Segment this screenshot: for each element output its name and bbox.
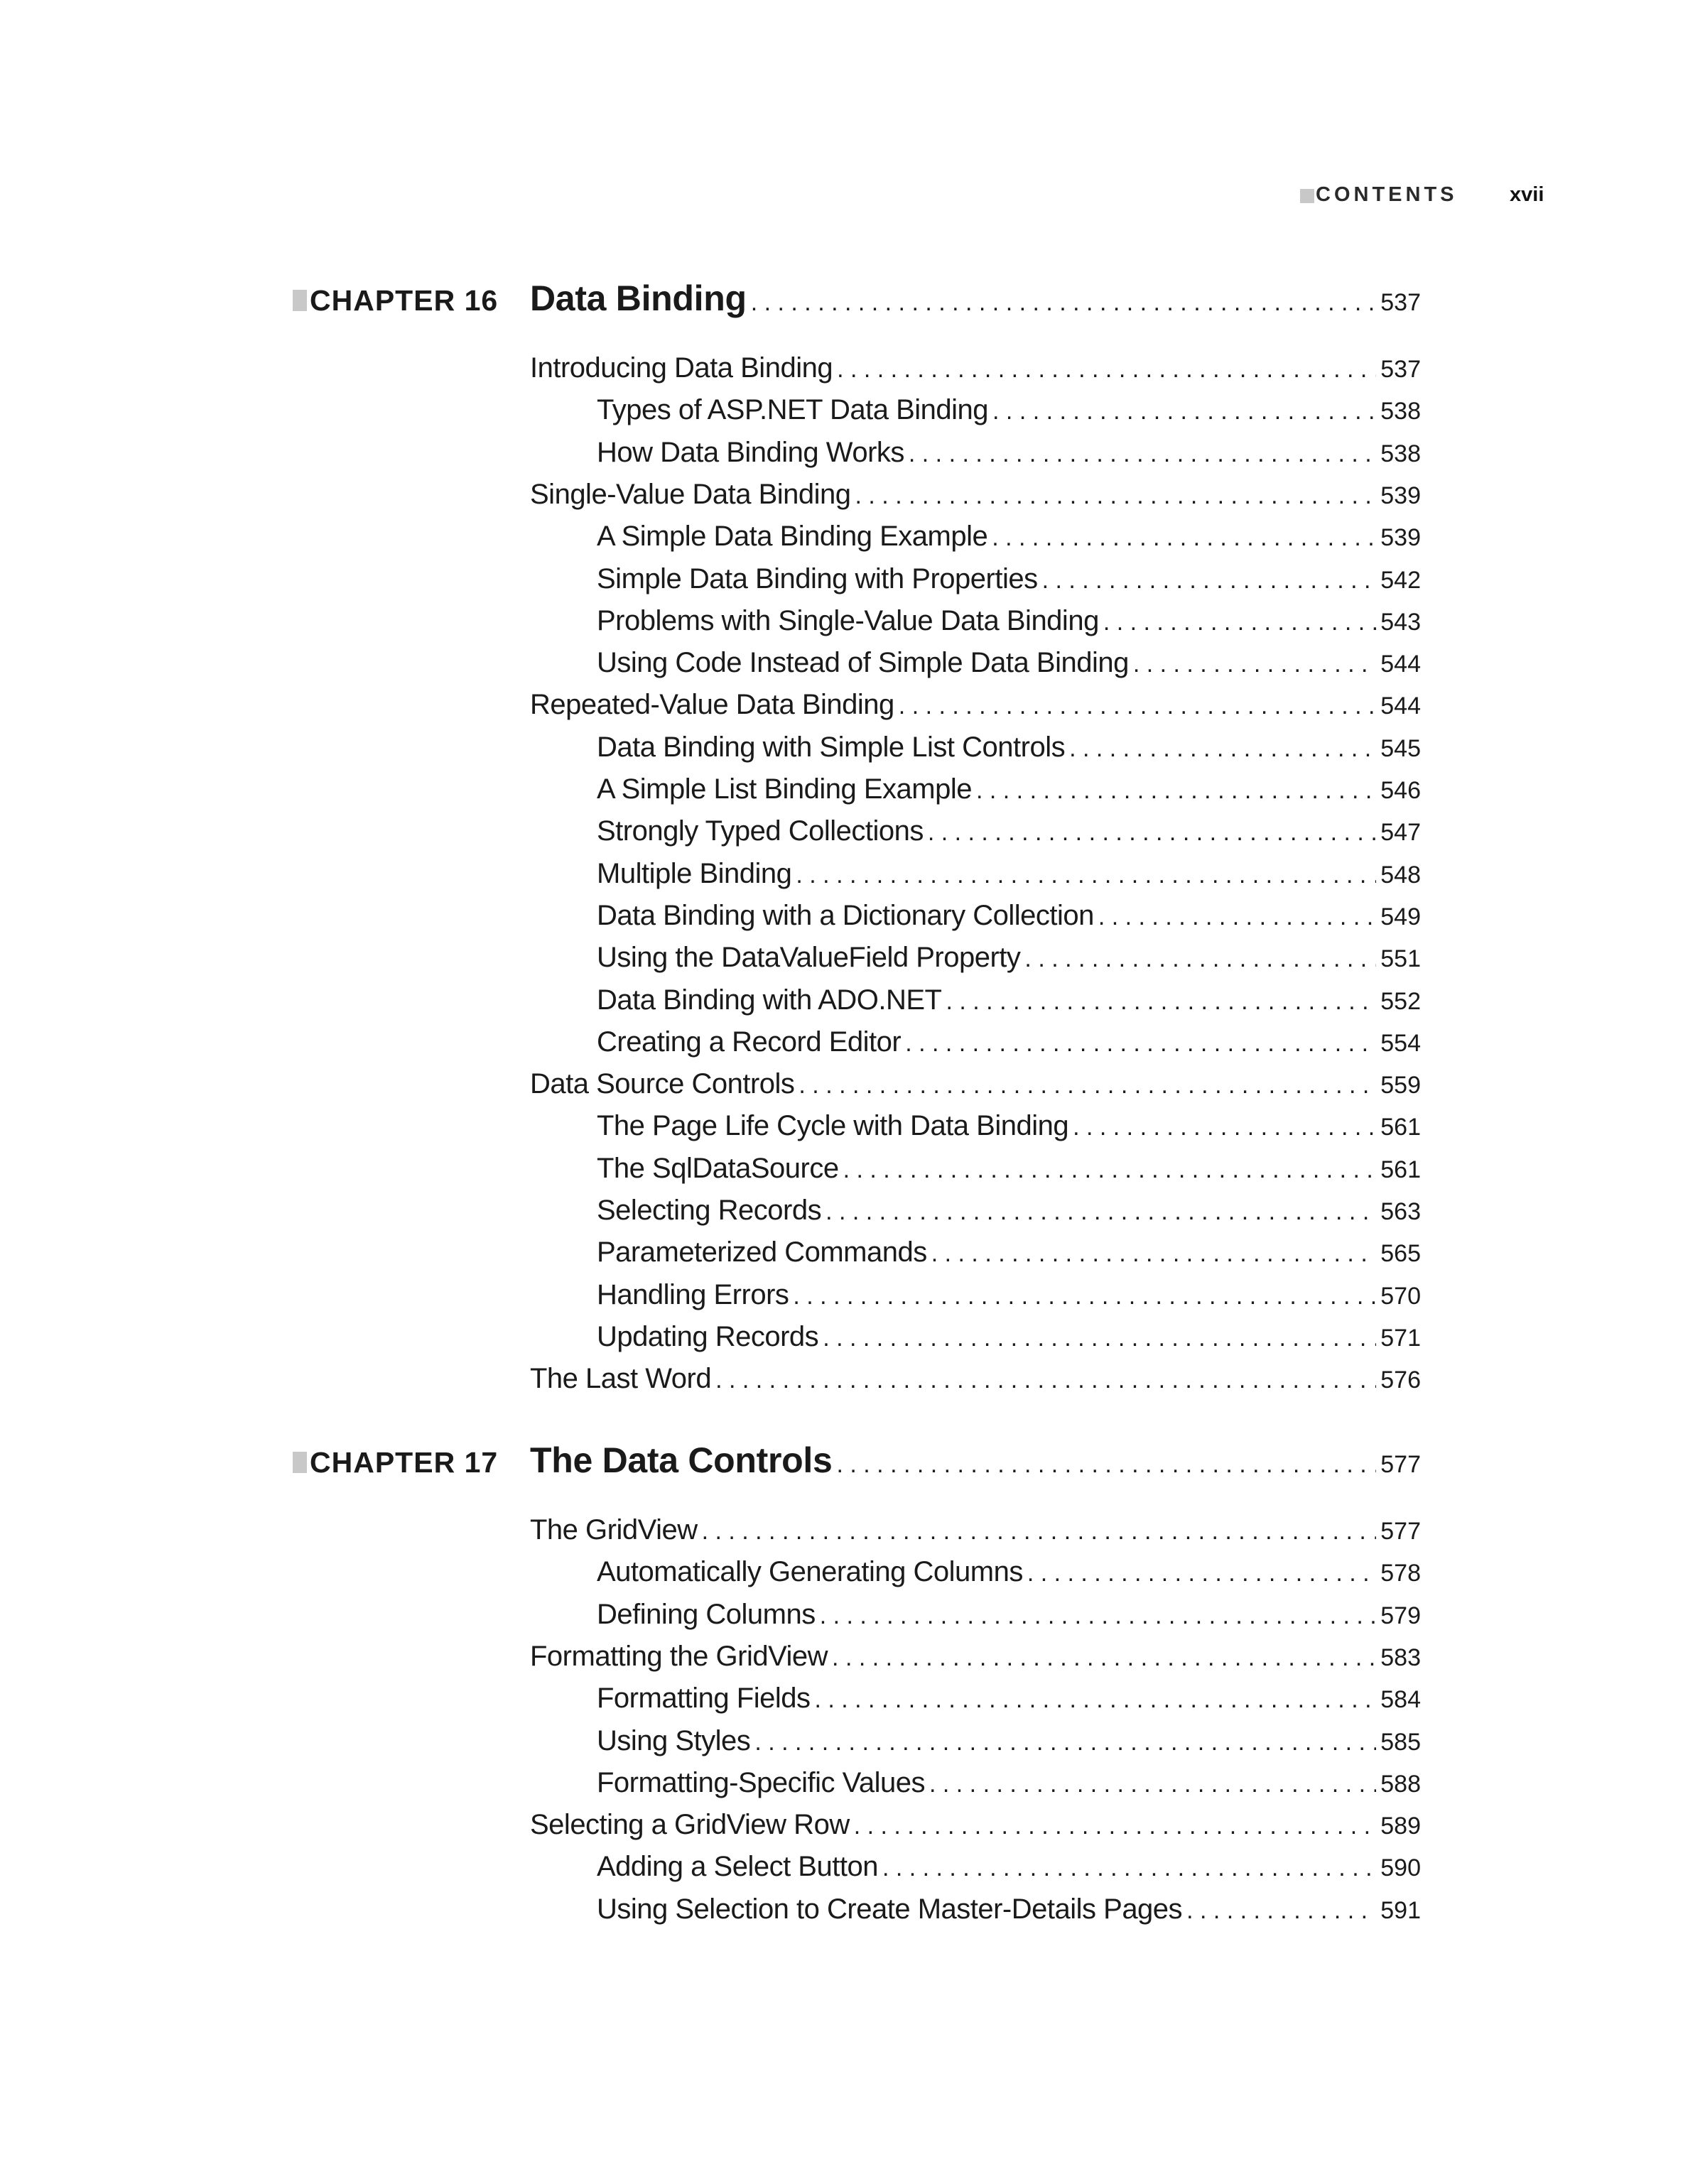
toc-subsection-entry[interactable] [597, 814, 1421, 848]
toc-entry-title: Automatically Generating Columns [597, 1556, 1023, 1587]
toc-entry-page-number: 561 [1380, 1156, 1421, 1183]
toc-entry-page-number: 544 [1380, 651, 1421, 678]
toc-subsection-entry[interactable] [597, 898, 1421, 933]
chapter-marker [293, 1452, 307, 1473]
toc-entry-title: The GridView [530, 1514, 698, 1545]
dot-leader [832, 1641, 1376, 1675]
dot-leader [854, 1809, 1377, 1843]
toc-entry-page-number: 583 [1380, 1644, 1421, 1671]
toc-entry-title: Using Code Instead of Simple Data Binding [597, 647, 1129, 678]
toc-subsection-entry[interactable] [597, 1109, 1421, 1143]
toc-section-entry[interactable] [530, 1639, 1421, 1673]
chapter-title-row[interactable] [530, 1439, 1421, 1482]
toc-subsection-entry[interactable] [597, 435, 1421, 469]
toc-subsection-entry[interactable] [597, 1151, 1421, 1185]
toc-entry-title: Repeated-Value Data Binding [530, 689, 894, 720]
toc-entry-title: Adding a Select Button [597, 1851, 878, 1882]
toc-entry-title: Updating Records [597, 1321, 819, 1352]
dot-leader [976, 773, 1376, 808]
dot-leader [992, 521, 1376, 555]
toc-entry-page-number: 549 [1380, 903, 1421, 930]
toc-entry-title: Formatting-Specific Values [597, 1767, 925, 1798]
toc-entry-title: Using the DataValueField Property [597, 942, 1021, 973]
toc-entry-page-number: 546 [1380, 777, 1421, 804]
toc-subsection-entry[interactable] [597, 1724, 1421, 1758]
running-head-page-number: xvii [1510, 183, 1544, 206]
dot-leader [799, 1068, 1376, 1102]
dot-leader [1024, 942, 1376, 976]
chapter-title: Data Binding [530, 278, 747, 318]
toc-subsection-entry[interactable] [597, 646, 1421, 680]
dot-leader [909, 437, 1376, 471]
toc-entry-title: Formatting Fields [597, 1683, 811, 1714]
toc-subsection-entry[interactable] [597, 772, 1421, 806]
dot-leader [837, 1443, 1377, 1486]
toc-entry-page-number: 538 [1380, 440, 1421, 467]
toc-entry-page-number: 577 [1380, 1518, 1421, 1545]
toc-entry-title: How Data Binding Works [597, 437, 904, 468]
dot-leader [1042, 563, 1377, 597]
dot-leader [1069, 732, 1376, 766]
dot-leader [823, 1321, 1376, 1355]
toc-subsection-entry[interactable] [597, 730, 1421, 764]
dot-leader [715, 1363, 1376, 1397]
dot-leader [820, 1599, 1377, 1633]
toc-subsection-entry[interactable] [597, 1849, 1421, 1884]
toc-section-entry[interactable] [530, 1513, 1421, 1547]
dot-leader [946, 984, 1377, 1018]
toc-entry-title: The Last Word [530, 1363, 712, 1394]
dot-leader [899, 689, 1376, 723]
toc-subsection-entry[interactable] [597, 1278, 1421, 1312]
toc-entry-title: Types of ASP.NET Data Binding [597, 394, 989, 425]
toc-entry-page-number: 539 [1380, 482, 1421, 509]
toc-entry-title: Using Styles [597, 1725, 751, 1756]
dot-leader [931, 1237, 1377, 1271]
toc-entry-title: Handling Errors [597, 1279, 789, 1310]
toc-subsection-entry[interactable] [597, 604, 1421, 638]
toc-entry-page-number: 538 [1380, 398, 1421, 425]
dot-leader [702, 1514, 1377, 1548]
toc-subsection-entry[interactable] [597, 983, 1421, 1017]
toc-entry-page-number: 537 [1380, 356, 1421, 383]
toc-entry-page-number: 571 [1380, 1325, 1421, 1352]
chapter-title: The Data Controls [530, 1440, 833, 1480]
dot-leader [928, 815, 1376, 849]
toc-entry-page-number: 578 [1380, 1560, 1421, 1587]
toc-entry-page-number: 547 [1380, 819, 1421, 846]
toc-subsection-entry[interactable] [597, 1597, 1421, 1631]
toc-entry-page-number: 584 [1380, 1686, 1421, 1713]
dot-leader [882, 1851, 1376, 1885]
running-head-marker [1300, 189, 1314, 203]
toc-entry-title: Data Binding with ADO.NET [597, 984, 942, 1016]
dot-leader [1073, 1110, 1376, 1144]
toc-entry-page-number: 542 [1380, 567, 1421, 594]
dot-leader [754, 1725, 1376, 1759]
toc-subsection-entry[interactable] [597, 1766, 1421, 1800]
dot-leader [751, 281, 1377, 324]
toc-entry-page-number: 554 [1380, 1030, 1421, 1057]
toc-section-entry[interactable] [530, 1067, 1421, 1101]
toc-subsection-entry[interactable] [597, 1555, 1421, 1589]
toc-entry-page-number: 570 [1380, 1283, 1421, 1310]
toc-entry-page-number: 548 [1380, 862, 1421, 889]
dot-leader [1098, 900, 1376, 934]
toc-entry-page-number: 590 [1380, 1854, 1421, 1881]
toc-entry-title: Problems with Single-Value Data Binding [597, 605, 1099, 636]
toc-subsection-entry[interactable] [597, 1025, 1421, 1059]
toc-entry-title: Using Selection to Create Master-Details Pages [597, 1894, 1183, 1925]
toc-entry-title: Creating a Record Editor [597, 1026, 902, 1058]
chapter-page-number: 537 [1380, 289, 1421, 316]
toc-entry-page-number: 563 [1380, 1198, 1421, 1225]
chapter-label: CHAPTER 17 [310, 1446, 499, 1479]
dot-leader [1133, 647, 1376, 681]
toc-subsection-entry[interactable] [597, 562, 1421, 596]
toc-entry-title: Multiple Binding [597, 858, 792, 889]
toc-entry-title: Defining Columns [597, 1599, 816, 1630]
toc-subsection-entry[interactable] [597, 1320, 1421, 1354]
toc-entry-title: Single-Value Data Binding [530, 479, 851, 510]
toc-entry-page-number: 552 [1380, 988, 1421, 1015]
toc-subsection-entry[interactable] [597, 519, 1421, 553]
toc-entry-page-number: 539 [1380, 524, 1421, 551]
toc-entry-page-number: 544 [1380, 692, 1421, 719]
toc-entry-page-number: 585 [1380, 1729, 1421, 1756]
toc-subsection-entry[interactable] [597, 393, 1421, 427]
dot-leader [826, 1195, 1376, 1229]
toc-section-entry[interactable] [530, 477, 1421, 511]
toc-entry-page-number: 591 [1380, 1897, 1421, 1924]
chapter-marker [293, 290, 307, 311]
toc-entry-title: Data Binding with a Dictionary Collection [597, 900, 1094, 931]
toc-subsection-entry[interactable] [597, 1892, 1421, 1926]
chapter-label: CHAPTER 16 [310, 284, 499, 317]
toc-entry-page-number: 545 [1380, 735, 1421, 762]
toc-entry-title: Introducing Data Binding [530, 352, 833, 384]
chapter-page-number: 577 [1380, 1451, 1421, 1478]
toc-section-entry[interactable] [530, 1362, 1421, 1396]
toc-entry-title: The SqlDataSource [597, 1153, 839, 1184]
toc-entry-page-number: 589 [1380, 1813, 1421, 1840]
toc-entry-page-number: 561 [1380, 1114, 1421, 1141]
toc-entry-title: Selecting a GridView Row [530, 1809, 850, 1840]
toc-entry-title: A Simple Data Binding Example [597, 521, 988, 552]
dot-leader [793, 1279, 1376, 1313]
toc-section-entry[interactable] [530, 1808, 1421, 1842]
dot-leader [1027, 1556, 1376, 1590]
dot-leader [814, 1683, 1376, 1717]
dot-leader [992, 394, 1376, 428]
toc-section-entry[interactable] [530, 351, 1421, 385]
toc-entry-page-number: 559 [1380, 1072, 1421, 1099]
toc-entry-title: Data Source Controls [530, 1068, 795, 1099]
toc-subsection-entry[interactable] [597, 857, 1421, 891]
running-head [1279, 183, 1563, 212]
dot-leader [855, 479, 1377, 513]
toc-entry-title: Simple Data Binding with Properties [597, 563, 1038, 594]
toc-entry-page-number: 588 [1380, 1771, 1421, 1798]
toc-subsection-entry[interactable] [597, 940, 1421, 974]
toc-entry-title: Formatting the GridView [530, 1641, 828, 1672]
toc-entry-title: The Page Life Cycle with Data Binding [597, 1110, 1069, 1141]
dot-leader [1103, 605, 1376, 639]
toc-section-entry[interactable] [530, 688, 1421, 722]
dot-leader [1186, 1894, 1376, 1928]
toc-entry-page-number: 551 [1380, 945, 1421, 972]
toc-entry-title: Selecting Records [597, 1195, 822, 1226]
toc-entry-page-number: 543 [1380, 609, 1421, 636]
toc-entry-page-number: 579 [1380, 1602, 1421, 1629]
toc-subsection-entry[interactable] [597, 1681, 1421, 1715]
dot-leader [796, 858, 1376, 892]
chapter-title-row[interactable] [530, 277, 1421, 320]
toc-entry-page-number: 576 [1380, 1367, 1421, 1393]
toc-subsection-entry[interactable] [597, 1193, 1421, 1227]
dot-leader [929, 1767, 1376, 1801]
dot-leader [843, 1153, 1377, 1187]
running-head-label: CONTENTS [1316, 183, 1458, 206]
toc-subsection-entry[interactable] [597, 1235, 1421, 1269]
toc-entry-title: Data Binding with Simple List Controls [597, 732, 1066, 763]
toc-entry-page-number: 565 [1380, 1240, 1421, 1267]
dot-leader [837, 352, 1376, 386]
toc-entry-title: A Simple List Binding Example [597, 773, 972, 805]
toc-entry-title: Parameterized Commands [597, 1237, 927, 1268]
dot-leader [905, 1026, 1376, 1060]
toc-entry-title: Strongly Typed Collections [597, 815, 924, 847]
